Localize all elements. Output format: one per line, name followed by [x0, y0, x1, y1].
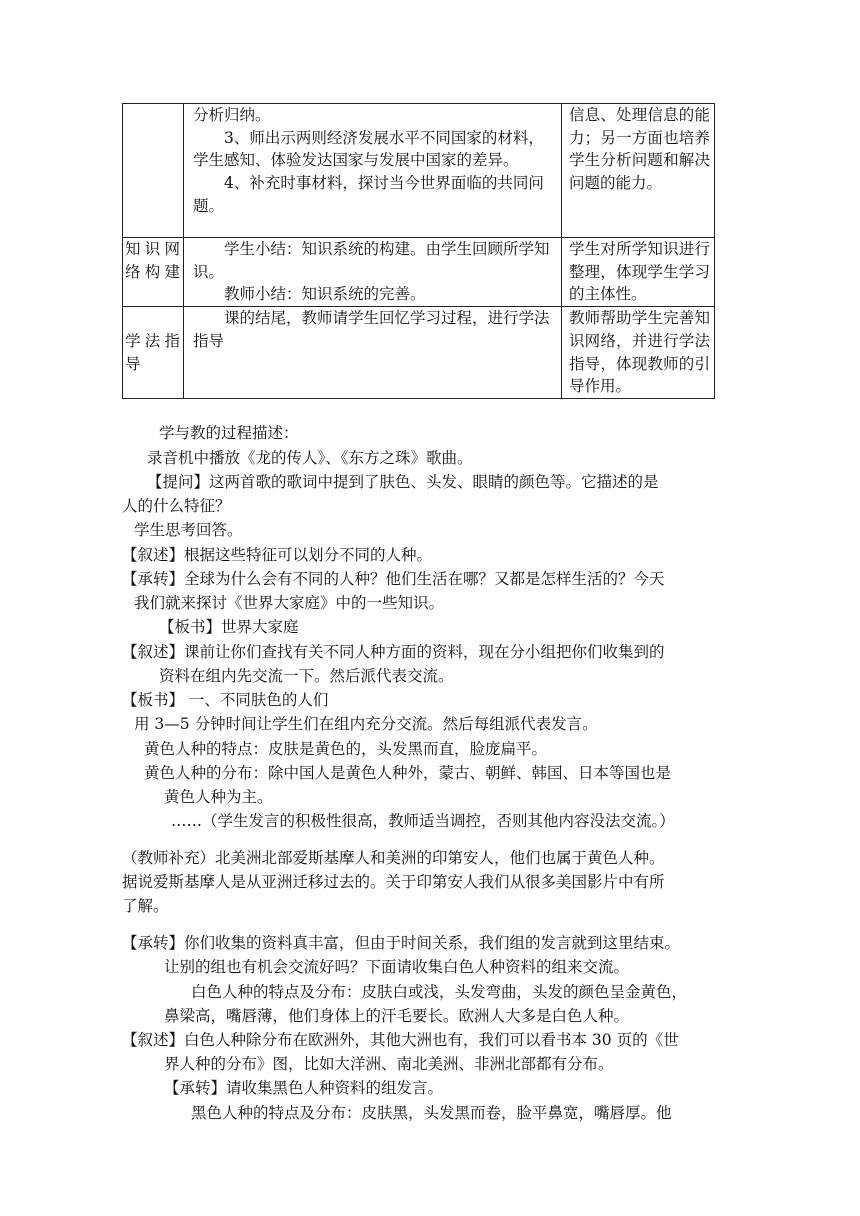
row-purpose-cell: 学生对所学知识进行整理，体现学生学习的主体性。: [562, 238, 715, 307]
lesson-plan-table: [122, 103, 715, 399]
text-line: 【叙述】白色人种除分布在欧洲外，其他大洲也有，我们可以看书本 30 页的《世: [122, 1031, 679, 1049]
row-label-cell: 学法指导: [123, 307, 184, 399]
text-line: 学生思考回答。: [134, 521, 243, 539]
row-content-cell: [184, 104, 562, 238]
text-line: 界人种的分布》图，比如大洋洲、南北美洲、非洲北部都有分布。: [164, 1055, 614, 1073]
row-content-cell: [184, 307, 562, 399]
row-label-cell: [123, 104, 184, 238]
section-heading: 学与教的过程描述：: [159, 424, 299, 442]
text-line: 人的什么特征？: [122, 497, 231, 515]
text-line: 【承转】全球为什么会有不同的人种？他们生活在哪？又都是怎样生活的？今天: [122, 570, 665, 588]
text-line: 【承转】请收集黑色人种资料的组发言。: [164, 1079, 444, 1097]
text-line: ……（学生发言的积极性很高，教师适当调控，否则其他内容没法交流。）: [171, 812, 675, 830]
text-line: 资料在组内先交流一下。然后派代表交流。: [159, 667, 454, 685]
content-line: 教师小结：知识系统的完善。: [224, 285, 426, 304]
row-purpose-cell: 教师帮助学生完善知识网络，并进行学法指导，体现教师的引导作用。: [562, 307, 715, 399]
text-line: （教师补充）北美洲北部爱斯基摩人和美洲的印第安人，他们也属于黄色人种。: [122, 849, 665, 867]
text-line: 黄色人种的特点：皮肤是黄色的，头发黑而直，脸庞扁平。: [144, 740, 548, 758]
row-content-cell: [184, 238, 562, 307]
text-line: 黑色人种的特点及分布：皮肤黑，头发黑而卷，脸平鼻宽，嘴唇厚。他: [191, 1104, 672, 1122]
text-line: 【提问】这两首歌的歌词中提到了肤色、头发、眼睛的颜色等。它描述的是: [147, 473, 659, 491]
text-line: 【叙述】根据这些特征可以划分不同的人种。: [122, 546, 433, 564]
content-line: 4、补充时事材料，探讨当今世界面临的共同问题。: [193, 174, 544, 215]
text-line: 【板书】 一、不同肤色的人们: [122, 691, 329, 709]
text-line: 用 3—5 分钟时间让学生们在组内充分交流。然后每组派代表发言。: [134, 715, 598, 733]
text-line: 黄色人种为主。: [164, 788, 273, 806]
text-line: 【承转】你们收集的资料真丰富，但由于时间关系，我们组的发言就到这里结束。: [122, 934, 681, 952]
text-line: 鼻梁高，嘴唇薄，他们身体上的汗毛要长。欧洲人大多是白色人种。: [164, 1007, 630, 1025]
content-line: 3、师出示两则经济发展水平不同国家的材料，学生感知、体验发达国家与发展中国家的差异。: [193, 128, 544, 170]
row-purpose-cell: 信息、处理信息的能力；另一方面也培养学生分析问题和解决问题的能力。: [562, 104, 715, 238]
content-line: 分析归纳。: [193, 106, 271, 124]
row-label-cell: 知识网络构建: [123, 238, 184, 307]
text-line: 【叙述】课前让你们查找有关不同人种方面的资料，现在分小组把你们收集到的: [122, 643, 665, 661]
text-line: 【板书】世界大家庭: [159, 618, 299, 636]
content-line: 学生小结：知识系统的构建。由学生回顾所学知识。: [193, 240, 550, 281]
text-line: 白色人种的特点及分布：皮肤白或浅，头发弯曲，头发的颜色呈金黄色，: [191, 983, 688, 1001]
text-line: 录音机中播放《龙的传人》、《东方之珠》歌曲。: [147, 449, 473, 467]
text-line: 据说爱斯基摩人是从亚洲迁移过去的。关于印第安人我们从很多美国影片中有所: [122, 873, 665, 891]
text-line: 黄色人种的分布：除中国人是黄色人种外，蒙古、朝鲜、韩国、日本等国也是: [144, 764, 672, 782]
content-line: 课的结尾，教师请学生回忆学习过程，进行学法指导: [193, 309, 550, 350]
table-row: [123, 307, 715, 399]
table-row: [123, 238, 715, 307]
table-row: [123, 104, 715, 238]
text-line: 我们就来探讨《世界大家庭》中的一些知识。: [134, 594, 445, 612]
text-line: 让别的组也有机会交流好吗？下面请收集白色人种资料的组来交流。: [164, 958, 630, 976]
text-line: 了解。: [122, 897, 169, 915]
